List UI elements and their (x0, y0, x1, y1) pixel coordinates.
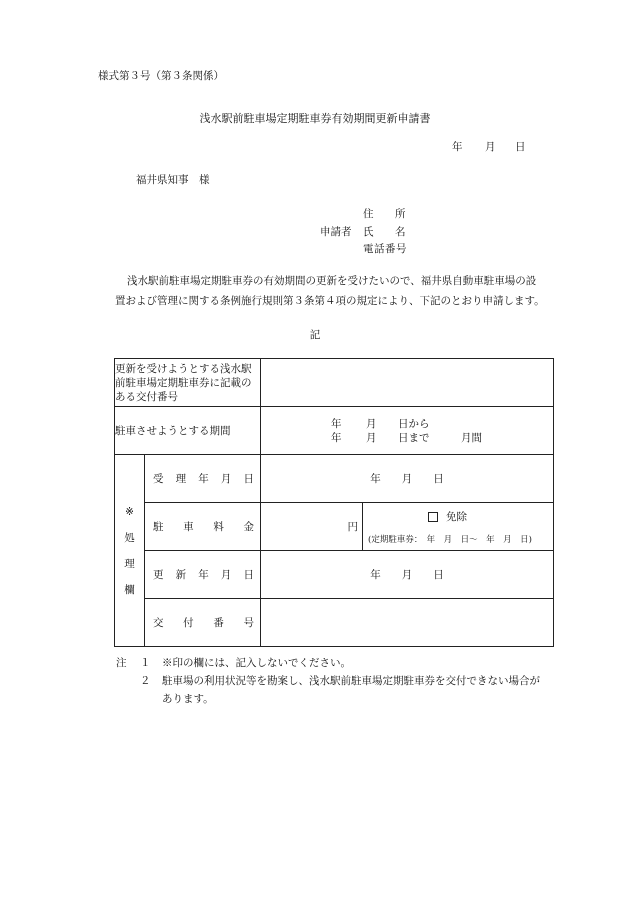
phone-label-char-1: 電 (363, 243, 374, 255)
ki-heading: 記 (309, 329, 321, 341)
issue-number-input[interactable] (261, 599, 554, 647)
office-use-column (115, 455, 145, 647)
exemption-cell (363, 503, 554, 551)
note-1: 注 １ ※印の欄には、記入しないでください。 (116, 654, 540, 672)
name-label-char-2: 名 (395, 226, 406, 238)
applicant-role: 申請者 (320, 226, 352, 238)
date-year-label: 年 (452, 141, 463, 153)
row-receipt-date (115, 455, 554, 503)
notes-prefix: 注 (116, 657, 127, 669)
row-parking-fee (115, 503, 554, 551)
notes (116, 654, 540, 708)
document-title: 浅水駅前駐車場定期駐車券有効期間更新申請書 (199, 112, 431, 125)
row-ticket-number (115, 359, 554, 407)
office-use-char-3: 欄 (124, 583, 135, 596)
phone-label-char-3: 番 (385, 243, 396, 255)
parking-fee-label: 駐 車 料 金 (145, 503, 261, 551)
row-parking-period (115, 407, 554, 455)
parking-period-label: 駐車させようとする期間 (115, 407, 261, 455)
address-label-char-2: 所 (395, 208, 406, 220)
form-number: 様式第３号（第３条関係） (98, 70, 224, 82)
office-use-mark: ※ (125, 505, 134, 518)
row-issue-number (115, 599, 554, 647)
office-use-char-2: 理 (124, 557, 135, 570)
request-statement (115, 271, 555, 311)
phone-label-char-4: 号 (396, 243, 407, 255)
renewal-date-label: 更 新 年 月 日 (145, 551, 261, 599)
row-renewal-date (115, 551, 554, 599)
parking-fee-input[interactable] (261, 503, 363, 551)
ticket-number-label: 更新を受けようとする浅水駅前駐車場定期駐車券に記載のある交付番号 (115, 359, 261, 407)
exemption-label: 免除 (446, 510, 467, 523)
receipt-date-label: 受 理 年 月 日 (145, 455, 261, 503)
period-to-month: 月 (366, 431, 377, 444)
fee-unit: 円 (347, 521, 358, 533)
note-2: ２ 駐車場の利用状況等を勘案し、浅水駅前駐車場定期駐車券を交付できない場合が (140, 675, 540, 687)
date-month-label: 月 (485, 141, 496, 153)
exemption-ticket-period: (定期駐車券： 年 月 日～ 年 月 日) (368, 534, 532, 545)
statement-line-2: 置および管理に関する条例施行規則第３条第４項の規定により、下記のとおり申請します。 (115, 295, 545, 307)
note-2-continuation: あります。 (162, 693, 214, 705)
addressee: 福井県知事 様 (136, 174, 210, 186)
period-from-day: 日から (398, 417, 430, 430)
ticket-number-input[interactable] (261, 359, 554, 407)
parking-period-input[interactable] (261, 407, 554, 455)
statement-line-1: 浅水駅前駐車場定期駐車券の有効期間の更新を受けたいので、福井県自動車駐車場の設 (127, 275, 537, 287)
name-label-char-1: 氏 (363, 226, 374, 238)
period-from-month: 月 (366, 417, 377, 430)
phone-label-char-2: 話 (374, 243, 385, 255)
period-to-year: 年 (331, 431, 342, 444)
period-from-year: 年 (331, 417, 342, 430)
date-day-label: 日 (515, 141, 526, 153)
application-table (114, 358, 554, 647)
issue-number-label: 交 付 番 号 (145, 599, 261, 647)
exemption-checkbox[interactable] (428, 512, 438, 522)
period-months: 月間 (461, 431, 482, 444)
address-label-char-1: 住 (363, 208, 374, 220)
receipt-date-input[interactable]: 年 月 日 (261, 455, 554, 503)
renewal-date-input[interactable]: 年 月 日 (261, 551, 554, 599)
office-use-char-1: 処 (124, 531, 135, 544)
period-to-day: 日まで (398, 431, 430, 444)
